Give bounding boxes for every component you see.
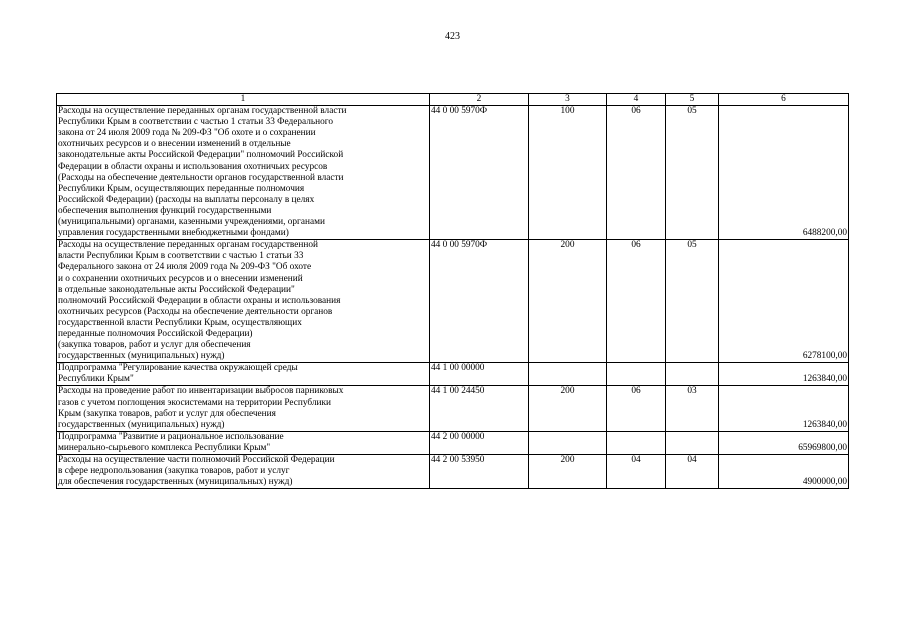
- row-name-cell: Расходы на осуществление переданных органам государственной власти Республики Крым в соответствии с частью 1 статьи 33 Федерального закона от 24 июля 2009 года № 209-ФЗ "Об охоте и о сохранении охотничьих ресурсов и о внесении изменений в отдельные законодательные акты Российской Федерации" полномочий Российской Федерации в области охраны и использования охотничьих ресурсов (Расходы на обеспечение деятельности органов государственной власти Республики Крым, осуществляющих переданные полномочия Российской Федерации) (расходы на выплаты персоналу в целях обеспечения выполнения функций государственными (муниципальными) органами, казенными учреждениями, органами управления государственными внебюджетными фондами): [57, 106, 430, 240]
- table-row: [57, 363, 849, 386]
- row-section-cell: 06: [607, 240, 666, 363]
- row-subsection-cell: 05: [666, 240, 719, 363]
- table-row: [57, 431, 849, 454]
- row-sum-cell: 6488200,00: [719, 106, 849, 240]
- row-section-cell: 06: [607, 386, 666, 431]
- row-code-cell: 44 1 00 24450: [430, 386, 529, 431]
- row-section-cell: [607, 431, 666, 454]
- header-col-6: 6: [719, 94, 849, 106]
- header-col-4: 4: [607, 94, 666, 106]
- header-col-1: 1: [57, 94, 430, 106]
- row-expense-type-cell: 200: [529, 386, 607, 431]
- row-subsection-cell: 03: [666, 386, 719, 431]
- row-expense-type-cell: [529, 363, 607, 386]
- row-section-cell: [607, 363, 666, 386]
- header-col-3: 3: [529, 94, 607, 106]
- page-number: 423: [445, 31, 460, 42]
- row-expense-type-cell: [529, 431, 607, 454]
- header-col-2: 2: [430, 94, 529, 106]
- row-subsection-cell: 05: [666, 106, 719, 240]
- row-code-cell: 44 1 00 00000: [430, 363, 529, 386]
- row-sum-cell: 65969800,00: [719, 431, 849, 454]
- row-sum-cell: 1263840,00: [719, 363, 849, 386]
- row-sum-cell: 6278100,00: [719, 240, 849, 363]
- table-row: [57, 386, 849, 431]
- row-subsection-cell: [666, 431, 719, 454]
- table-row: [57, 455, 849, 489]
- row-expense-type-cell: 200: [529, 455, 607, 489]
- budget-table: [56, 93, 849, 489]
- row-subsection-cell: 04: [666, 455, 719, 489]
- row-name-cell: Расходы на осуществление части полномочий Российской Федерации в сфере недропользования (закупка товаров, работ и услуг для обеспечения государственных (муниципальных) нужд): [57, 455, 430, 489]
- header-col-5: 5: [666, 94, 719, 106]
- row-code-cell: 44 0 00 5970Ф: [430, 240, 529, 363]
- row-expense-type-cell: 200: [529, 240, 607, 363]
- row-name-cell: Подпрограмма "Регулирование качества окружающей среды Республики Крым": [57, 363, 430, 386]
- row-section-cell: 06: [607, 106, 666, 240]
- row-expense-type-cell: 100: [529, 106, 607, 240]
- row-section-cell: 04: [607, 455, 666, 489]
- row-sum-cell: 4900000,00: [719, 455, 849, 489]
- row-name-cell: Расходы на осуществление переданных органам государственной власти Республики Крым в соответствии с частью 1 статьи 33 Федерального закона от 24 июля 2009 года № 209-ФЗ "Об охоте и о сохранении охотничьих ресурсов и о внесении изменений в отдельные законодательные акты Российской Федерации" полномочий Российской Федерации в области охраны и использования охотничьих ресурсов (Расходы на обеспечение деятельности органов государственной власти Республики Крым, осуществляющих переданные полномочия Российской Федерации) (закупка товаров, работ и услуг для обеспечения государственных (муниципальных) нужд): [57, 240, 430, 363]
- table-row: [57, 106, 849, 240]
- row-name-cell: Подпрограмма "Развитие и рациональное использование минерально-сырьевого комплекса Республики Крым": [57, 431, 430, 454]
- table-header-row: [57, 94, 849, 106]
- row-subsection-cell: [666, 363, 719, 386]
- row-name-cell: Расходы на проведение работ по инвентаризации выбросов парниковых газов с учетом поглощения экосистемами на территории Республики Крым (закупка товаров, работ и услуг для обеспечения государственных (муниципальных) нужд): [57, 386, 430, 431]
- row-code-cell: 44 0 00 5970Ф: [430, 106, 529, 240]
- row-code-cell: 44 2 00 53950: [430, 455, 529, 489]
- row-code-cell: 44 2 00 00000: [430, 431, 529, 454]
- table-row: [57, 240, 849, 363]
- row-sum-cell: 1263840,00: [719, 386, 849, 431]
